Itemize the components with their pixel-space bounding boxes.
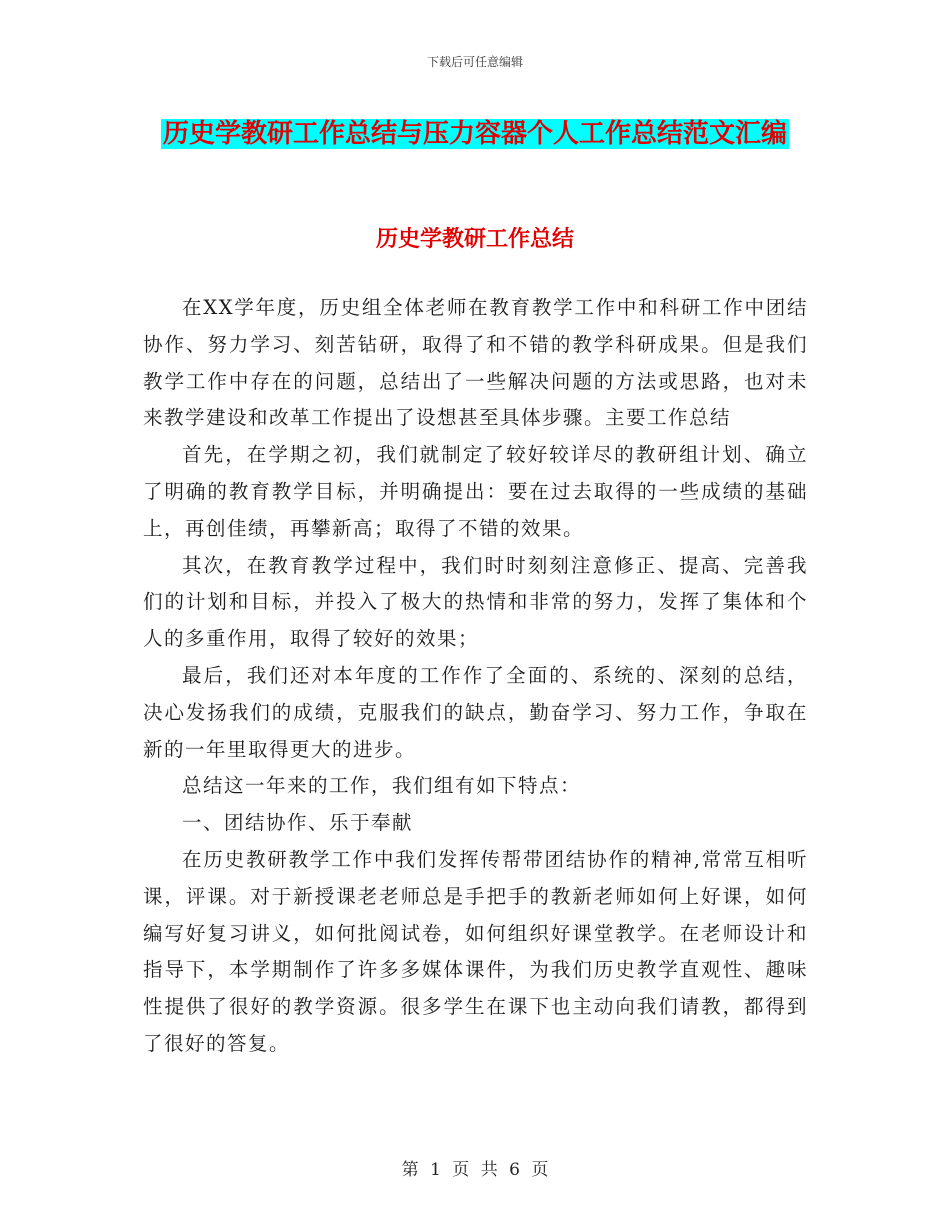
document-title: [140, 110, 810, 158]
header-note: 下载后可任意编辑: [426, 55, 523, 69]
paragraph: 其次，在教育教学过程中，我们时时刻刻注意修正、提高、完善我们的计划和目标，并投入了极大的热情和非常的努力，发挥了集体和个人的多重作用，取得了较好的效果；: [143, 553, 808, 651]
paragraph: 在XX学年度，历史组全体老师在教育教学工作中和科研工作中团结协作、努力学习、刻苦钻研，取得了和不错的教学科研成果。但是我们教学工作中存在的问题，总结出了一些解决问题的方法或思路，也对未来教学建设和改革工作提出了设想甚至具体步骤。主要工作总结: [143, 296, 808, 430]
section-title: 历史学教研工作总结: [375, 226, 574, 252]
paragraph: 在历史教研教学工作中我们发挥传帮带团结协作的精神,常常互相听课，评课。对于新授课老老师总是手把手的教新老师如何上好课，如何编写好复习讲义，如何批阅试卷，如何组织好课堂教学。在老师设计和指导下，本学期制作了许多多媒体课件，为我们历史教学直观性、趣味性提供了很好的教学资源。很多学生在课下也主动向我们请教，都得到了很好的答复。: [143, 847, 808, 1055]
paragraph: 总结这一年来的工作，我们组有如下特点：: [182, 774, 582, 798]
document-title-text: 历史学教研工作总结与压力容器个人工作总结范文汇编: [162, 119, 787, 149]
paragraph: 首先，在学期之初，我们就制定了较好较详尽的教研组计划、确立了明确的教育教学目标，并明确提出：要在过去取得的一些成绩的基础上，再创佳绩，再攀新高；取得了不错的效果。: [143, 443, 808, 540]
paragraph: 一、团结协作、乐于奉献: [182, 811, 414, 835]
page-footer: 第 1 页 共 6 页: [401, 1160, 549, 1180]
document-body: [143, 290, 808, 1063]
paragraph: 最后，我们还对本年度的工作作了全面的、系统的、深刻的总结，决心发扬我们的成绩，克服我们的缺点，勤奋学习、努力工作，争取在新的一年里取得更大的进步。: [143, 663, 808, 761]
